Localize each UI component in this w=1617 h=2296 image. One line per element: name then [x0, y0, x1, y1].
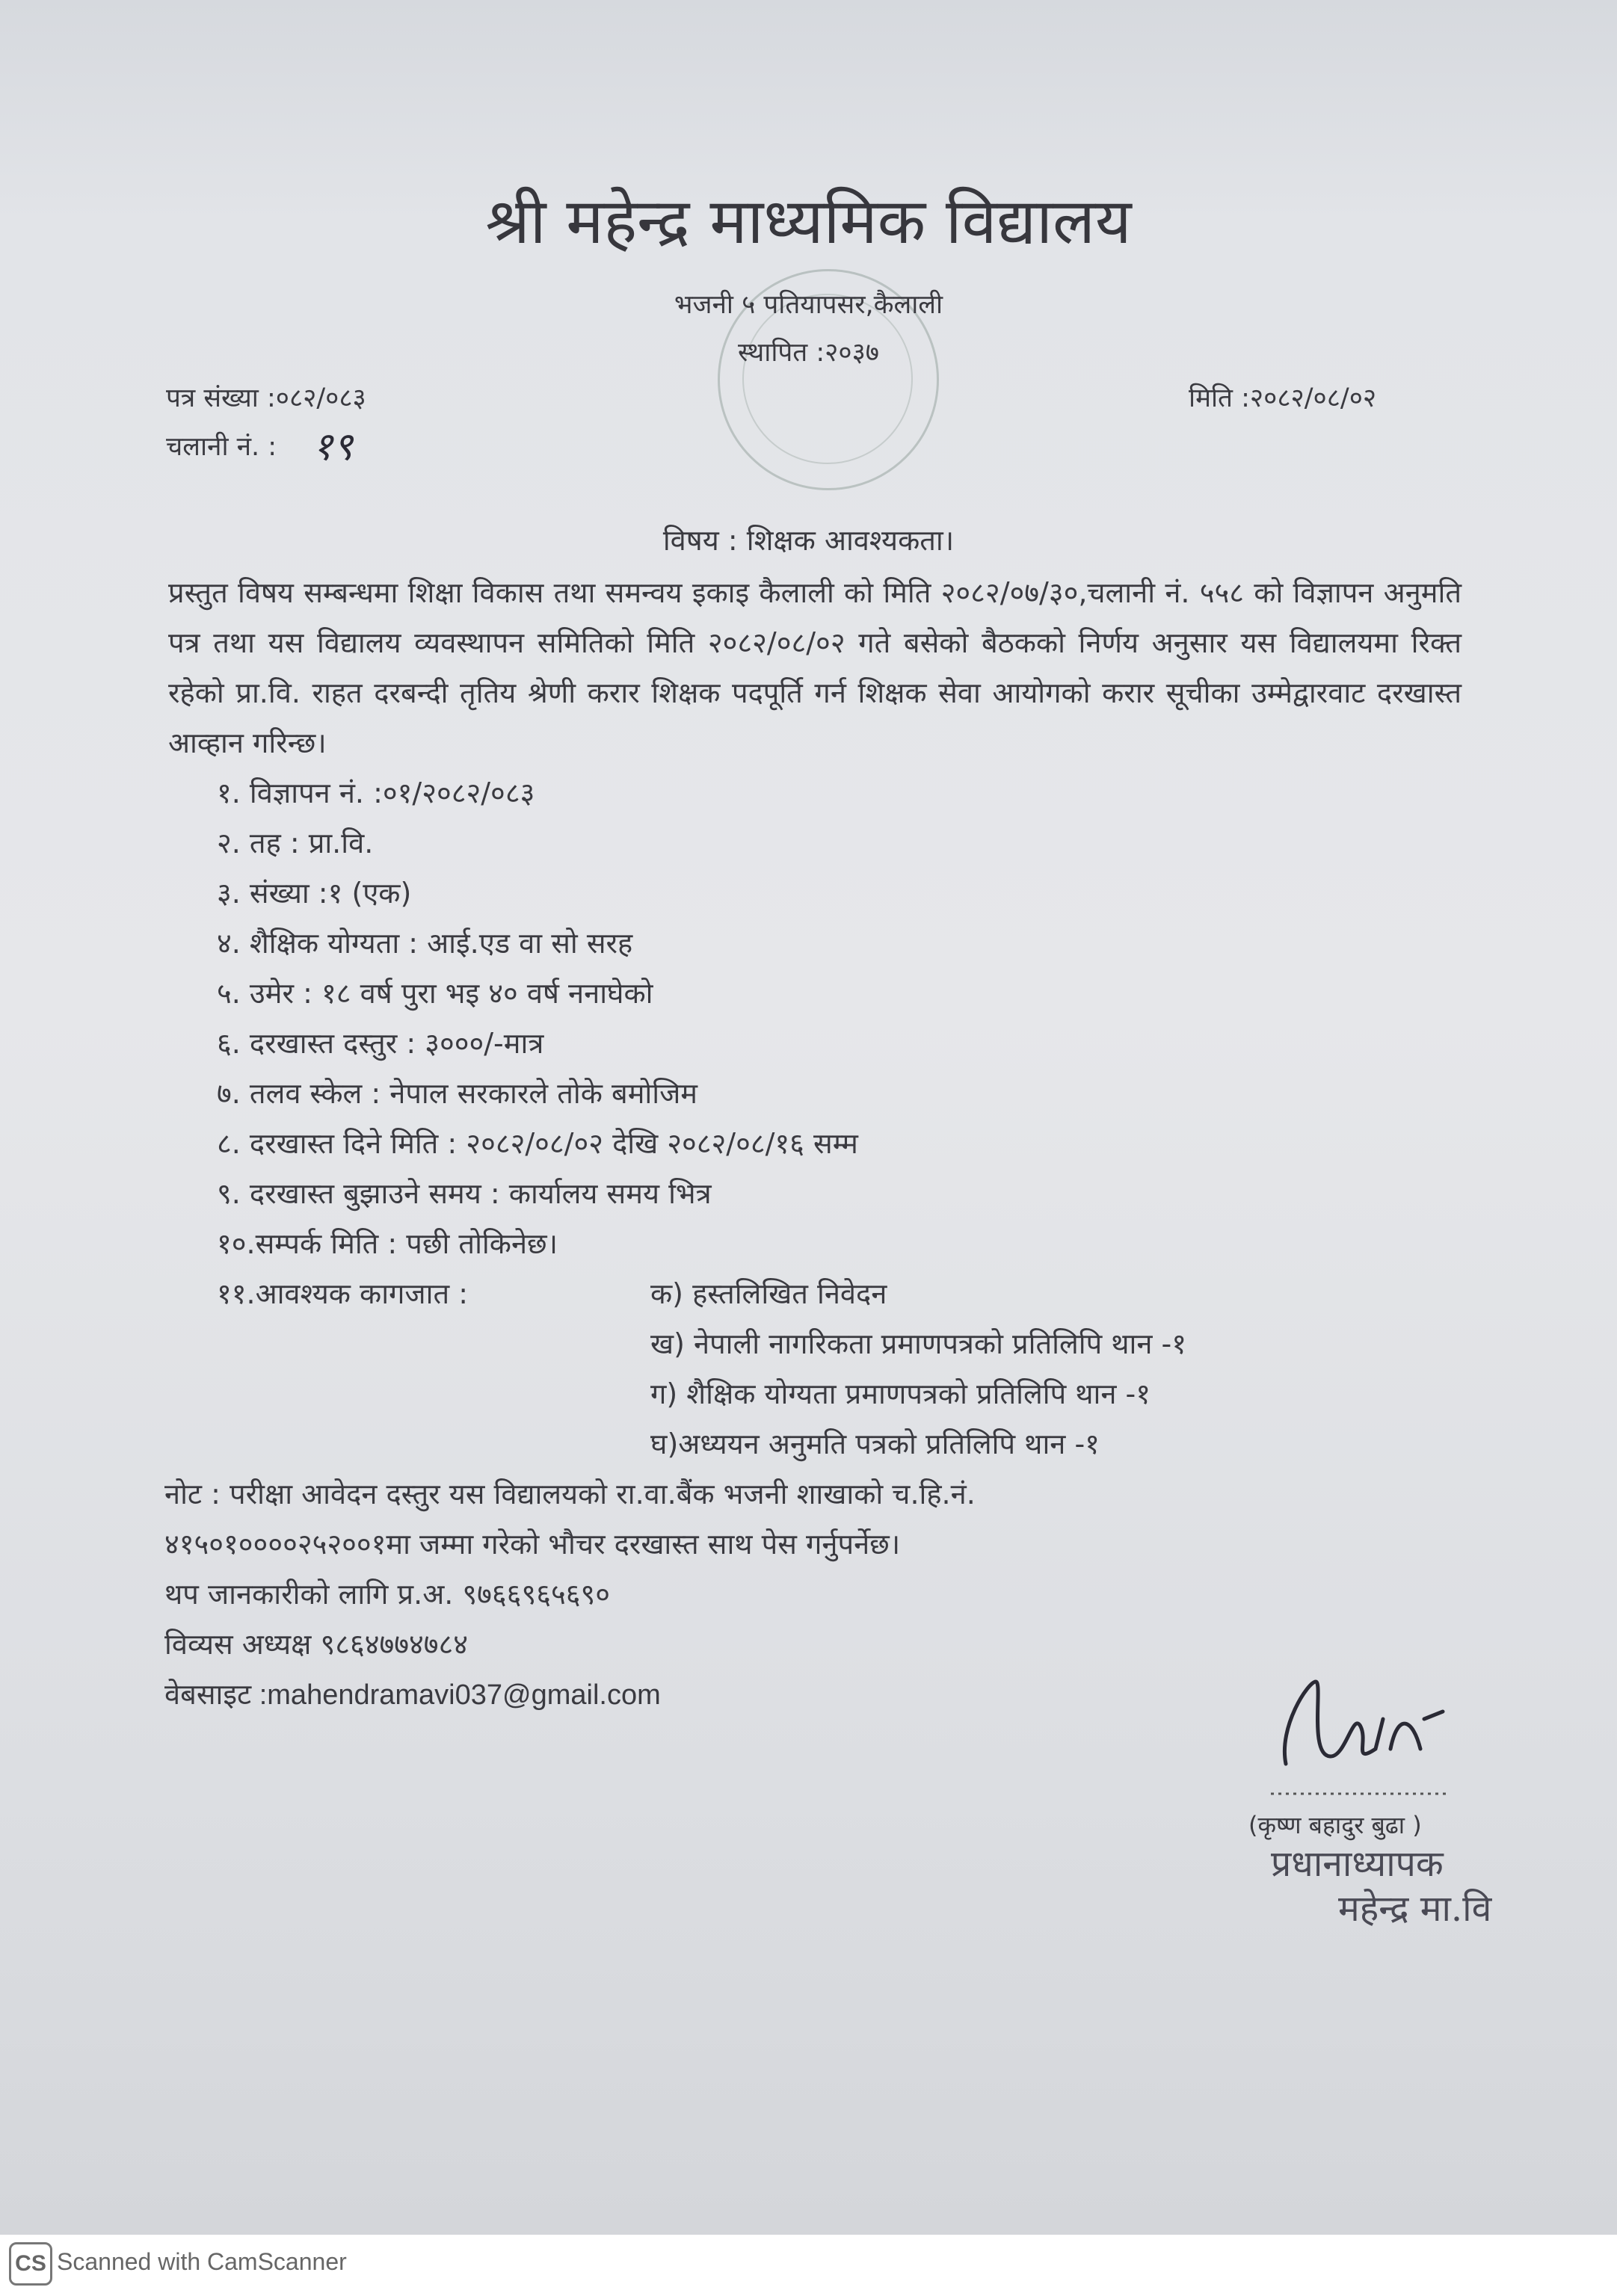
school-address: भजनी ५ पतियापसर,कैलाली: [674, 290, 943, 320]
website-email: वेबसाइट :mahendramavi037@gmail.com: [164, 1679, 661, 1711]
list-item: ६. दरखास्त दस्तुर : ३०००/-मात्र: [217, 1027, 544, 1060]
signatory-name: (कृष्ण बहादुर बुढा ): [1248, 1811, 1422, 1839]
list-item: १. विज्ञापन नं. :०१/२०८२/०८३: [217, 777, 535, 809]
subject-line: विषय : शिक्षक आवश्यकता।: [662, 524, 955, 557]
list-item: ९. दरखास्त बुझाउने समय : कार्यालय समय भित्र: [217, 1177, 712, 1210]
letter-number: पत्र संख्या :०८२/०८३: [166, 383, 366, 413]
contact-headmaster: थप जानकारीको लागि प्र.अ. ९७६६९६५६९०: [164, 1578, 611, 1611]
signatory-school: महेन्द्र मा.वि: [1338, 1888, 1492, 1930]
list-item: ७. तलव स्केल : नेपाल सरकारले तोके बमोजिम: [217, 1077, 698, 1110]
list-item: ५. उमेर : १८ वर्ष पुरा भइ ४० वर्ष ननाघेको: [217, 977, 653, 1010]
contact-chair: विव्यस अध्यक्ष ९८६४७७४७८४: [164, 1628, 469, 1661]
school-name: श्री महेन्द्र माध्यमिक विद्यालय: [485, 185, 1132, 258]
camscanner-logo-icon: CS: [9, 2242, 52, 2286]
list-item: ४. शैक्षिक योग्यता : आई.एड वा सो सरह: [217, 927, 633, 960]
document-item: ख) नेपाली नागरिकता प्रमाणपत्रको प्रतिलिपि थान -१: [650, 1327, 1186, 1360]
body-paragraph: प्रस्तुत विषय सम्बन्धमा शिक्षा विकास तथा समन्वय इकाइ कैलाली को मिति २०८२/०७/३०,चलानी नं. ५५८ को विज्ञापन अनुमति पत्र तथा यस विद्यालय व्यवस्थापन समितिको मिति २०८२/०८/०२ गते बसेको बैठकको निर्णय अनुसार यस विद्यालयमा रिक्त रहेको प्रा.वि. राहत दरबन्दी तृतिय श्रेणी करार शिक्षक पदपूर्ति गर्न शिक्षक सेवा आयोगको करार सूचीका उम्मेद्वारवाट दरखास्त आव्हान गरिन्छ।: [168, 576, 1462, 759]
scanner-watermark-text: Scanned with CamScanner: [57, 2248, 347, 2275]
document-item: ग) शैक्षिक योग्यता प्रमाणपत्रको प्रतिलिपि थान -१: [650, 1377, 1151, 1410]
signatory-title: प्रधानाध्यापक: [1271, 1843, 1444, 1885]
dispatch-label: चलानी नं. :: [166, 432, 277, 462]
note-line-2: ४१५०१००००२५२००१मा जम्मा गरेको भौचर दरखास्त साथ पेस गर्नुपर्नेछ।: [164, 1528, 901, 1561]
list-item: २. तह : प्रा.वि.: [217, 827, 374, 860]
list-item: ८. दरखास्त दिने मिति : २०८२/०८/०२ देखि २०८२/०८/१६ सम्म: [217, 1127, 858, 1160]
dispatch-number: १९: [312, 425, 354, 469]
document-item: घ)अध्ययन अनुमति पत्रको प्रतिलिपि थान -१: [650, 1428, 1100, 1460]
letter-date: मिति :२०८२/०८/०२: [1189, 383, 1377, 413]
signature-graphic: [1263, 1667, 1458, 1801]
scanner-footer: [0, 2235, 1617, 2296]
documents-label: ११.आवश्यक कागजात :: [217, 1277, 469, 1310]
list-item: १०.सम्पर्क मिति : पछी तोकिनेछ।: [217, 1227, 558, 1260]
note-line-1: नोट : परीक्षा आवेदन दस्तुर यस विद्यालयको रा.वा.बैंक भजनी शाखाको च.हि.नं.: [164, 1478, 976, 1510]
list-item: ३. संख्या :१ (एक): [217, 877, 412, 910]
established-year: स्थापित :२०३७: [738, 338, 879, 368]
document-item: क) हस्तलिखित निवेदन: [650, 1277, 887, 1310]
